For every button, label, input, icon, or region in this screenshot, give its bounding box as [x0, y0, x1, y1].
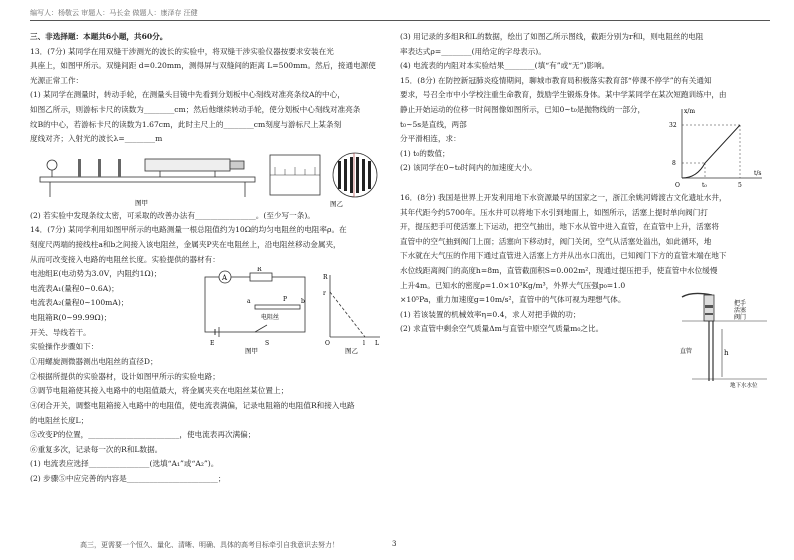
x-axis-unit: t/s: [754, 169, 762, 177]
circuit-figure-label: 图甲: [245, 347, 258, 356]
equipment-battery: 电池组E(电动势为3.0V，内阻约1Ω)；: [30, 269, 162, 279]
svg-text:E: E: [210, 340, 215, 348]
q16-block: [400, 293, 770, 389]
svg-text:R: R: [257, 267, 262, 274]
step-line: ⑤改变P的位置，________________________，使电流表再次满偏；: [30, 430, 256, 440]
svg-text:b: b: [301, 298, 305, 306]
q15-line: (1) t₀的数值；: [400, 148, 450, 158]
step-line: ①用螺旋测微器测出电阻丝的直径D；: [30, 357, 158, 367]
q14-block: [30, 267, 386, 355]
q13-figures: [30, 147, 386, 209]
q14-subquestion: (2) 步骤⑤中应完善的内容是________________________；: [30, 473, 226, 483]
step-line: 的电阻丝长度L；: [30, 415, 89, 425]
step-line: ②根据所提供的实验器材，设计如图甲所示的实验电路；: [30, 371, 220, 381]
q14-line: 14．(7分) 某同学利用如图甲所示的电路测量一根总阻值约为10Ω的均匀电阻丝的电阻率ρ。在: [30, 225, 347, 235]
piston-label: 活塞: [734, 307, 747, 315]
q14-line: 刻度尺两端的接线柱a和b之间接入该电阻丝，金属夹P夹在电阻丝上，沿电阻丝移动金属夹，: [30, 239, 341, 249]
y-tick-32: 32: [669, 121, 677, 129]
q14-cont-line: (4) 电流表的内阻对本实验结果________(填“有”或“无”)影响。: [400, 61, 610, 71]
equipment-ammeter-a2: 电流表A₂(量程0~100mA)；: [30, 298, 129, 308]
pipe-label: 直管: [680, 348, 693, 356]
q15-line: 15．(8分) 在防控新冠肺炎疫情期间，聊城市教育局积极落实教育部“停课不停学”的有关通知: [400, 75, 712, 85]
graph-figure-label: 图乙: [345, 347, 358, 356]
equipment-ammeter-a1: 电流表A₁(量程0~0.6A)；: [30, 283, 119, 293]
groundwater-level-label: 地下水水位: [730, 383, 758, 390]
q15-line: (2) 该同学在0~t₀时间内的加速度大小。: [400, 163, 537, 173]
page-number: 3: [392, 540, 397, 548]
y-tick-8: 8: [672, 159, 676, 167]
figure-yi-label: 图乙: [330, 199, 343, 208]
q16-line: 上升4m。已知水的密度ρ=1.0×10³Kg/m³，外界大气压强p₀=1.0: [400, 280, 626, 290]
q16-part2: (2) 求直管中剩余空气质量Δm与直管中原空气质量m₀之比。: [400, 324, 604, 334]
q16-line: 下水就在大气压的作用下通过直管进入活塞上方并从出水口流出，已知阀门下方的直管末端在地下: [400, 251, 727, 261]
step-line: ④闭合开关，调整电阻箱接入电路中的电阻值，使电流表满偏，记录电阻箱的电阻值R和接入电路: [30, 400, 355, 410]
q16-part1: (1) 若该装置的机械效率η=0.4，求人对把手做的功；: [400, 309, 581, 319]
q13-line: 具座上，如图甲所示。双缝间距 d=0.20mm，测得屏与双缝间的距离 L=500mm。然后，接通电源使: [30, 61, 376, 71]
steps-heading: 实验操作步骤如下：: [30, 342, 99, 352]
y-axis-unit: x/m: [684, 107, 696, 115]
svg-text:R: R: [323, 274, 328, 282]
figure-jia-label: 图甲: [135, 198, 148, 207]
step-line: ⑥重复多次，记录每一次的R和L数据。: [30, 444, 163, 454]
x-tick-5: 5: [738, 181, 742, 189]
q13-line: 纹B的中心，若游标卡尺的读数为1.67cm，此时主尺上的________cm刻度与游标尺上某条刻: [30, 119, 342, 129]
resistor-wire-label: 电阻丝: [261, 314, 280, 322]
q13-line: 13．(7分) 某同学在用双缝干涉测光的波长的实验中，将双缝干涉实验仪器按要求安装在光: [30, 46, 334, 56]
origin-label: O: [675, 181, 680, 189]
svg-text:S: S: [265, 340, 270, 348]
svg-text:A: A: [222, 274, 228, 283]
q14-cont-line: (3) 用记录的多组R和L的数据，绘出了如图乙所示图线，截距分别为r和l，则电阻丝的电阻: [400, 32, 704, 41]
water-pump-figure: [672, 289, 770, 389]
svg-text:l: l: [363, 340, 365, 348]
section-title: 三、非选择题：本题共6小题，共60分。: [30, 32, 168, 41]
footer-motto: 高三，更需要一个恒久、量化、清晰、明确、具体的高考目标牵引自我意识去努力！: [80, 541, 339, 549]
valve-label: 阀门: [734, 314, 747, 322]
q15-block: [400, 103, 770, 191]
q13-line: 光源正常工作：: [30, 75, 84, 85]
position-time-graph: [662, 103, 770, 191]
height-label: h: [724, 349, 729, 358]
q16-line: 直管中的空气抽到阀门上面；活塞向下移动时，阀门关闭，空气从活塞处溢出，如此循环，地: [400, 236, 712, 246]
svg-text:L: L: [375, 340, 379, 348]
q16-line: 开，提压把手可使活塞上下运动，把空气抽出，地下水从管中进入直管，在直管中上升，活塞将: [400, 222, 719, 232]
q16-line: 其年代距今约5700年。压水井可以将地下水引到地面上，如图所示，活塞上提时单向阀门打: [400, 207, 708, 217]
q13-line: (1) 某同学在测量时，转动手轮，在测量头目镜中先看到分划板中心刻线对准亮条纹A的中心，: [30, 90, 345, 100]
svg-text:P: P: [283, 296, 288, 304]
q13-part2: (2) 若实验中发现条纹太密，可采取的改善办法有________________。(至少写一条)。: [30, 210, 315, 220]
svg-text:r: r: [323, 290, 326, 298]
double-slit-apparatus-figure: [30, 147, 386, 209]
q16-line: ×10⁵Pa，重力加速度g=10m/s²，直管中的气体可视为理想气体。: [400, 295, 626, 305]
q15-line: 要求，号召全市中小学校注重生命教育，鼓励学生锻炼身体。某中学某同学在某次短跑训练中，由: [400, 90, 727, 100]
left-column: [30, 30, 386, 486]
q14-circuit-and-graph: [195, 267, 385, 355]
svg-text:O: O: [325, 340, 330, 348]
q14-subquestion: (1) 电流表应选择________________(选填“A₁”或“A₂”)。: [30, 459, 219, 469]
equipment-resistance-box: 电阻箱R(0~99.99Ω)；: [30, 312, 112, 322]
handle-label: 把手: [734, 300, 747, 308]
q15-line: 静止开始运动的位移一时间图像如图所示，已知0~t₀是抛物线的一部分，t₀~5s是直线，两部: [400, 104, 646, 129]
q13-line: 如图乙所示，则游标卡尺的读数为________cm；然后他继续转动手轮，使分划板中心刻线对准亮条: [30, 104, 361, 114]
x-tick-t0: t₀: [702, 181, 707, 189]
q16-line: 16．(8分) 我国是世界上开发利用地下水资源最早的国家之一，浙江余姚河姆渡古文化遗址水井，: [400, 192, 727, 202]
svg-text:a: a: [247, 298, 251, 306]
q13-line: 度线对齐；入射光的波长λ=________m: [30, 134, 163, 144]
q15-line: 分平滑相连，求：: [400, 134, 461, 144]
step-line: ③调节电阻箱使其接入电路中的电阻值最大，将金属夹夹在电阻丝某位置上；: [30, 386, 289, 396]
page-header: 编写人：杨敬云 审题人：马长金 做题人：康泽存 汪健: [30, 8, 770, 21]
right-column: [400, 30, 770, 389]
equipment-misc: 开关、导线若干。: [30, 327, 91, 337]
q14-cont-line: 率表达式ρ=________(用给定的字母表示)。: [400, 46, 546, 56]
q14-line: 从而可改变接入电路的电阻丝长度。实验提供的器材有：: [30, 254, 220, 264]
q16-line: 水位线距离阀门的高度h=8m，直管截面积S=0.002m²，现通过提压把手，使直管中水位缓慢: [400, 265, 718, 275]
